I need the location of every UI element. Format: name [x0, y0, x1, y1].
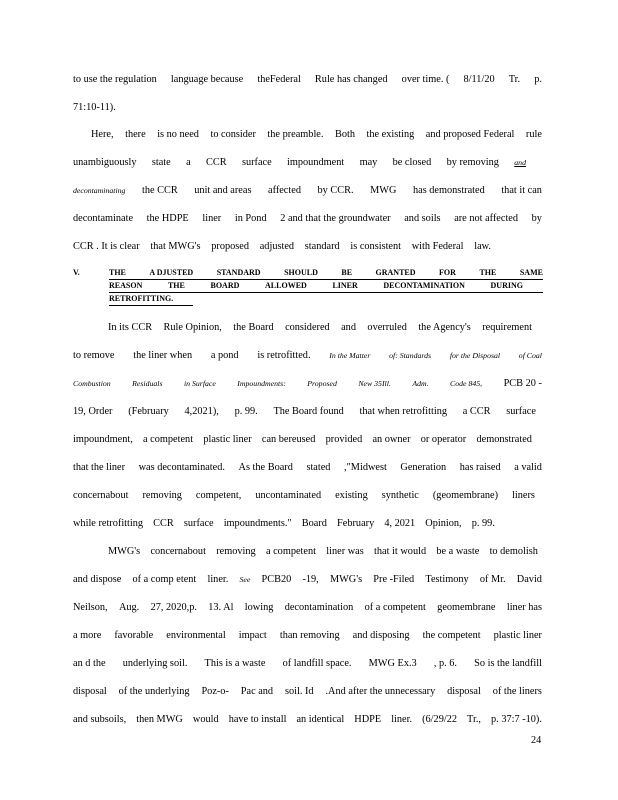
text-run: proposed [211, 241, 250, 252]
text-run: of landfill space. [282, 658, 352, 669]
heading-word: BE [341, 268, 353, 277]
text-run: demonstrated [476, 434, 532, 445]
body-line-8 [108, 322, 532, 334]
heading-word: A DJUSTED [149, 268, 194, 277]
text-run: New 35Ill. [358, 379, 391, 388]
text-run: concernabout [150, 546, 206, 557]
text-run: lowing [244, 602, 274, 613]
text-run: Neilson, [73, 602, 108, 613]
text-run: a more [73, 630, 102, 641]
heading-line-3 [109, 294, 193, 306]
text-run: impoundment [287, 157, 345, 168]
text-run: Impoundments: [237, 379, 286, 388]
text-run: Tr., [467, 714, 481, 725]
text-run: in Surface [183, 379, 216, 388]
text-run: MWG's [108, 546, 141, 557]
text-run: decontamination [284, 602, 354, 613]
text-run: In its CCR [108, 322, 153, 333]
text-run: impact [238, 630, 267, 641]
text-run: a [186, 157, 191, 168]
text-run: liner was [326, 546, 364, 557]
text-run: the competent [422, 630, 481, 641]
text-run: then MWG [136, 714, 183, 725]
text-run: by CCR. [317, 185, 354, 196]
text-run: February [337, 518, 375, 529]
text-run: of the liners [492, 686, 542, 697]
text-run: Rule has changed [314, 74, 388, 85]
heading-word: GRANTED [375, 268, 416, 277]
text-run: favorable [114, 630, 154, 641]
text-run: rule [525, 129, 542, 140]
body-line-3 [91, 129, 542, 141]
text-run: by removing [446, 157, 499, 168]
text-run: Code 845, [450, 379, 483, 388]
text-run: The Board found [273, 406, 344, 417]
text-run: plastic liner [203, 434, 252, 445]
text-run: liner has [506, 602, 542, 613]
text-run: Rule Opinion, [163, 322, 222, 333]
body-line-17 [73, 574, 542, 586]
heading-line-2 [109, 281, 543, 293]
text-run: and soils [404, 213, 441, 224]
text-run: Tr. [508, 74, 521, 85]
body-line-2 [73, 102, 542, 114]
body-line-10 [73, 378, 542, 390]
text-run: that MWG's [150, 241, 201, 252]
text-run: and disposing [352, 630, 410, 641]
body-line-15 [73, 518, 495, 530]
body-line-20 [73, 658, 542, 670]
text-run: the existing [366, 129, 415, 140]
heading-line-1 [109, 268, 543, 280]
text-run: 2 and that the groundwater [280, 213, 391, 224]
text-run: by [531, 213, 542, 224]
text-run: and [514, 158, 526, 167]
text-run: in Pond [234, 213, 267, 224]
text-run: PCB20 [261, 574, 292, 585]
text-run: impoundments." [223, 518, 292, 529]
text-run: a pond [210, 350, 239, 361]
heading-word: SHOULD [284, 268, 318, 277]
text-run: or operator [420, 434, 467, 445]
text-run: of a comp etent [132, 574, 197, 585]
text-run: law. [474, 241, 491, 252]
text-run: theFederal [257, 74, 301, 85]
heading-word: FOR [439, 268, 456, 277]
text-run: Poz-o- [201, 686, 229, 697]
text-run: Residuals [132, 379, 163, 388]
body-line-18 [73, 602, 542, 614]
text-run: and [341, 322, 356, 333]
text-run: MWG's [329, 574, 363, 585]
text-run: considered [285, 322, 330, 333]
text-run: impoundment, [73, 434, 133, 445]
text-run: has demonstrated [412, 185, 485, 196]
body-line-4 [73, 157, 542, 169]
page-number: 24 [531, 735, 542, 746]
text-run: an owner [372, 434, 411, 445]
heading-word: DURING [490, 281, 523, 290]
text-run: the Agency's [418, 322, 471, 333]
text-run: This is a waste [204, 658, 266, 669]
body-line-21 [73, 686, 542, 698]
text-run: 4, 2021 [384, 518, 416, 529]
text-run: overruled [367, 322, 407, 333]
text-run: p. 37:7 -10). [491, 714, 542, 725]
heading-word: REASON [109, 281, 143, 290]
text-run: -19, [302, 574, 319, 585]
text-run: (February [128, 406, 169, 417]
text-run: 13. Al [208, 602, 234, 613]
heading-word: THE [167, 281, 185, 290]
body-line-12 [73, 434, 532, 446]
text-run: Board [301, 518, 327, 529]
heading-word: SAME [519, 268, 543, 277]
text-run: that it would [374, 546, 427, 557]
text-run: removing [216, 546, 256, 557]
text-run: decontaminating [73, 186, 126, 195]
text-run: is retrofitted. [257, 350, 311, 361]
text-run: be a waste [436, 546, 480, 557]
text-run: and proposed Federal [425, 129, 515, 140]
text-run: the liner when [133, 350, 193, 361]
text-run: p. [534, 74, 542, 85]
text-run: and dispose [73, 574, 122, 585]
text-run: David [516, 574, 542, 585]
text-run: 27, 2020,p. [150, 602, 197, 613]
body-line-1 [73, 74, 542, 86]
text-run: the Board [233, 322, 274, 333]
text-run: Pre -Filed [373, 574, 415, 585]
text-run: existing [335, 490, 368, 501]
text-run: of Mr. [479, 574, 506, 585]
text-run: while retrofitting [73, 518, 144, 529]
text-run: surface [241, 157, 272, 168]
text-run: for the Disposal [449, 351, 501, 360]
text-run: MWG [370, 185, 397, 196]
text-run: to consider [210, 129, 256, 140]
text-run: of Coal [518, 351, 542, 360]
body-line-11 [73, 406, 536, 418]
text-run: disposal [73, 686, 107, 697]
text-run: Adm. [412, 379, 429, 388]
text-run: was decontaminated. [138, 462, 225, 473]
text-run: Combustion [73, 379, 111, 388]
text-run: liners [512, 490, 535, 501]
text-run: 4,2021), [184, 406, 219, 417]
text-run: Here, [91, 129, 114, 140]
text-run: is no need [157, 129, 199, 140]
text-run: (geomembrane) [432, 490, 499, 501]
text-run: a competent [143, 434, 194, 445]
text-run: unit and areas [194, 185, 252, 196]
text-run: an d the [73, 658, 106, 669]
text-run: an identical [296, 714, 345, 725]
body-line-5 [73, 185, 542, 197]
text-run: with Federal [411, 241, 464, 252]
text-run: the preamble. [267, 129, 324, 140]
body-line-7 [73, 241, 491, 253]
text-run: In the Matter [329, 351, 371, 360]
body-line-9 [73, 350, 542, 362]
text-run: Opinion, [425, 518, 462, 529]
text-run: Proposed [307, 379, 337, 388]
text-run: uncontaminated [255, 490, 322, 501]
text-run: Pac and [240, 686, 274, 697]
text-run: See [239, 575, 251, 584]
text-run: adjusted [259, 241, 295, 252]
heading-word: THE [109, 268, 126, 277]
text-run: PCB 20 - [503, 378, 542, 389]
heading-word: STANDARD [216, 268, 261, 277]
text-run: MWG Ex.3 [368, 658, 417, 669]
body-line-19 [73, 630, 542, 642]
text-run: surface [183, 518, 214, 529]
body-line-16 [108, 546, 538, 558]
text-run: than removing [279, 630, 340, 641]
text-run: ,"Midwest [344, 462, 387, 473]
text-run: has raised [459, 462, 501, 473]
text-run: to use the regulation [73, 74, 157, 85]
text-run: there [125, 129, 146, 140]
text-run: a competent [265, 546, 317, 557]
heading-word: THE [479, 268, 497, 277]
text-run: competent, [195, 490, 242, 501]
text-run: language because [170, 74, 244, 85]
text-run: unambiguously [73, 157, 137, 168]
text-run: 19, Order [73, 406, 113, 417]
text-run: geomembrane [437, 602, 496, 613]
text-run: removing [142, 490, 182, 501]
text-run: Generation [400, 462, 447, 473]
text-run: over time. ( [401, 74, 450, 85]
text-run: 71:10-11). [73, 102, 116, 113]
text-run: is consistent [350, 241, 402, 252]
text-run: CCR [153, 518, 174, 529]
text-run: Testimony [425, 574, 469, 585]
text-run: the HDPE [146, 213, 189, 224]
text-run: the CCR [141, 185, 178, 196]
text-run: stated [306, 462, 331, 473]
heading-word: BOARD [210, 281, 240, 290]
text-run: p. 99. [234, 406, 258, 417]
text-run: liner. [391, 714, 413, 725]
text-run: plastic liner [493, 630, 542, 641]
text-run: state [151, 157, 171, 168]
heading-word: DECONTAMINATION [383, 281, 465, 290]
text-run: liner. [207, 574, 229, 585]
text-run: and subsoils, [73, 714, 127, 725]
text-run: that when retrofitting [359, 406, 448, 417]
text-run: As the Board [238, 462, 293, 473]
text-run: HDPE [354, 714, 382, 725]
text-run: are not affected [454, 213, 519, 224]
text-run: can bereused [261, 434, 316, 445]
body-line-14 [73, 490, 535, 502]
heading-word: RETROFITTING. [109, 294, 174, 303]
text-run: Aug. [118, 602, 140, 613]
text-run: So is the landfill [474, 658, 542, 669]
text-run: soil. Id [284, 686, 314, 697]
section-number: V. [73, 268, 80, 277]
text-run: to demolish [489, 546, 538, 557]
text-run: affected [268, 185, 301, 196]
text-run: disposal [447, 686, 481, 697]
text-run: CCR . It is clear [73, 241, 140, 252]
text-run: a valid [514, 462, 542, 473]
heading-word: ALLOWED [265, 281, 307, 290]
text-run: CCR [205, 157, 227, 168]
text-run: Both [334, 129, 355, 140]
text-run: have to install [228, 714, 287, 725]
text-run: surface [506, 406, 536, 417]
text-run: a CCR [462, 406, 491, 417]
text-run: 8/11/20 [463, 74, 495, 85]
text-run: to remove [73, 350, 115, 361]
text-run: requirement [482, 322, 532, 333]
text-run: standard [304, 241, 340, 252]
text-run: of the underlying [118, 686, 190, 697]
text-run: would [192, 714, 219, 725]
body-line-6 [73, 213, 542, 225]
body-line-13 [73, 462, 542, 474]
text-run: be closed [392, 157, 432, 168]
text-run: .And after the unnecessary [325, 686, 436, 697]
text-run: of: Standards [389, 351, 432, 360]
text-run: may [359, 157, 378, 168]
text-run: concernabout [73, 490, 129, 501]
text-run: , p. 6. [433, 658, 457, 669]
text-run: provided [325, 434, 363, 445]
text-run: p. 99. [471, 518, 495, 529]
text-run: (6/29/22 [422, 714, 458, 725]
text-run: decontaminate [73, 213, 134, 224]
text-run: liner [202, 213, 222, 224]
text-run: environmental [166, 630, 226, 641]
text-run: underlying soil. [122, 658, 188, 669]
heading-word: LINER [332, 281, 358, 290]
text-run: that it can [501, 185, 542, 196]
text-run: that the liner [73, 462, 126, 473]
text-run: synthetic [381, 490, 419, 501]
body-line-22 [73, 714, 542, 726]
text-run: of a competent [364, 602, 426, 613]
